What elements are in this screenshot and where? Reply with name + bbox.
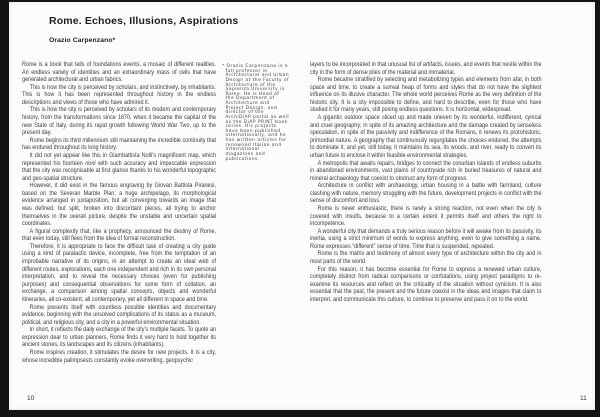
paragraph: This is how the city is perceived by scholars, and instinctively, by inhabitants. This is how it has been represented throughout history in the endless descriptions and views of those who have admired it. [22,83,217,106]
paragraph: It did not yet appear like this in Giambattista Nolli's magnificent map, which represented his fourteen rioni with such accuracy and impeccable expression that the city was recognisable at first glance thanks to his wonderful topographic and geo-spatial structure. [22,151,217,182]
paragraph: Rome is never enthusiastic, there is rarely a strong reaction, not even when the city is covered with insults, because to a certain extent it permits itself and others the right to incompetence. [310,204,542,228]
paragraph: Rome is a book that tells of foundations events, a mosaic of different realities. An endless variety of identities and an extraordinary mass of cells that have generated architectural and urban fabrics. [22,61,217,84]
paragraph: For this reason, it has become essential for Rome to express a renewed urban culture, completely distinct from radical comparisons or confutations, using project paradigms to re-examine its resources and reflect on the criticality of the situation without cynicism. It is also essential that the past, the present and the future coexist in the ideas and images that claim to interpret, and communicate this culture, to continue to preserve and pass it on to the world. [310,265,542,303]
right-page-body [310,61,541,304]
article-author: Orazio Carpenzano* [49,37,116,44]
paragraph: Rome presents itself with countless possible identities and documentary evidence, beginning with the unsolved complications of its status as a museum, political, and religious city, and a city in a powerful environmental situation. [22,303,217,326]
paragraph: However, it did exist in the famous engraving by Giovan Battista Piranesi, based on the Severan Marble Plan: a huge archipelago, its morphological evidence arranged in juxtaposition, but all converging towards an image that was defined, but split, broken into discordant pieces, all trying to anchor themselves in the overall picture, despite the unstable and uncertain spatial coordinates. [22,182,217,228]
paragraph: Rome begins its third millennium still maintaining the incredible continuity that has endured throughout its long history. [22,136,217,152]
paragraph: Therefore, it is appropriate to face the difficult task of creating a city guide using a kind of paratactic device, incomplete, free from the temptation of an improbable narrative of its origins, in an attempt to create an ideal web of different routes, explorations, each one independent and rich in its own personal interpretation, and to reveal the necessary choices (even for publishing purposes) and consequential observations for some form of collation, an exchange, a comparison among spatial concepts, objects and wonderful itineraries, all co-existent, all contemporary, yet all different in space and time. [22,242,217,303]
paragraph: A figural complexity that, like a prophecy, announced the destiny of Rome, that even today, still flees from the idea of formal reconstruction. [22,227,217,243]
paragraph: This is how the city is perceived by scholars of its modern and contemporary history, from the transformations since 1870, when it became the capital of the new State of Italy, during its rapid growth following World War Two, up to the present day. [22,106,217,137]
paragraph: A gigantic outdoor space sliced up and made uneven by its wonderful, indifferent, cynical and cruel geography; in spite of its amazing architecture and the damage created by senseless speculation, in spite of the passivity and indifference of the Romans, it renews its protohistoric, primordial nature. A geography that continuously regurgitates the choices endured, the attempts to dominate it, and yet, still today, it maintains its sea, its woods, and river, ready to convert its urban future to enclose it within feasible environmental strategies. [310,114,542,159]
paragraph: Rome became stratified by selecting and metabolizing types and elements from afar, in both space and time, to create a surreal heap of forms and styles that do not have the slightest influence on its illusive character. The whole world perceives Rome as the very definition of the historic city. It is a city impossible to define, and hard to describe, even for those who have studied it for many years, still posing endless questions. It is horizontal, widespread. [310,76,542,114]
left-page-body [22,61,216,364]
article-title: Rome. Echoes, Illusions, Aspirations [49,15,239,27]
paragraph: Architecture in conflict with archaeology, urban housing in a battle with farmland, culture clashing with nature, memory struggling with the future, development projects in conflict with the sense of discomfort and loss. [310,182,542,205]
paragraph: Rome is the matrix and testimony of almost every type of architecture within the city and in most parts of the world. [310,250,542,266]
paragraph: In short, it reflects the daily exchange of the city's multiple facets. To quote an expression dear to urban planners, Rome finds it very hard to hold together its ancient stones, its landscapes and its citizens (inhabitants). [22,326,217,349]
paragraph: A metropolis that awaits repairs, bridges to connect the conurban islands of endless suburbs in abandoned environments, vast plains of countryside rich in buried treasures of natural and mineral archaeology that coexist to obstruct any form of progress. [310,159,542,182]
paragraph: layers to be incorporated in that unusual list of artifacts, issues, and events that nestle within the city in the form of dense piles of the material and immaterial. [310,61,542,76]
paragraph: Rome inspires creation, it stimulates the desire for new projects. It is a city, whose incredible palimpsests constantly evoke overwriting, geopsychic [22,348,217,364]
page-number-right: 11 [580,395,587,402]
page-number-left: 10 [27,395,35,402]
paragraph: A wonderful city that demands a truly serious reason before it will awake from its passivity, its inertia, using a strict minimum of words to express anything, even to give something a name. Rome expresses “different” sense of time. Time that is suspended, repeated. [310,227,542,250]
author-footnote: * Orazio Carpenzano is a full professor in Architectural and Urban Design at the Faculty of Architecture of the Sapienza University in Rome. He is Head of the Department of Architecture and Project Design, and director of the ArchiDiAP portal as well as the DiAP PRINT book series. His projects have been published internationally, and he has written articles for renowned Italian and international magazines and publications. [222,64,290,162]
